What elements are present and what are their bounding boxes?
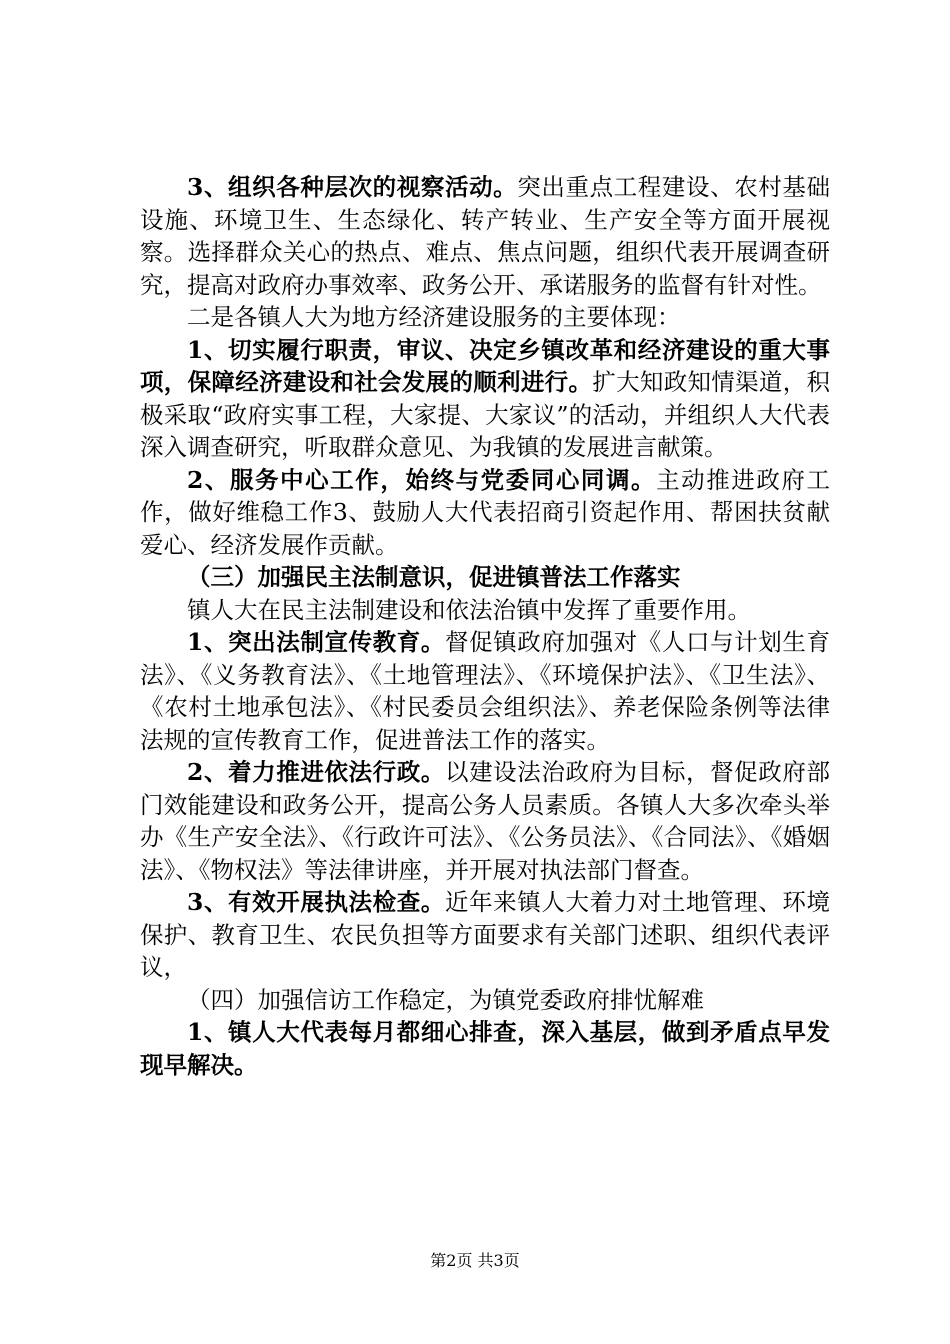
paragraph-lead: 3、有效开展执法检查。	[187, 888, 445, 916]
heading-section-four	[140, 984, 830, 1017]
heading-section-three	[140, 561, 830, 594]
paragraph-text: 以建设法治政府为目标，督促政府部门效能建设和政务公开，提高公务人员素质。各镇人大多次牵头举办《生产安全法》、《行政许可法》、《公务员法》、《合同法》、《婚姻法》、《物权法》等法律讲座，并开展对执法部门督查。	[140, 758, 830, 884]
paragraph-text: 突出重点工程建设、农村基础设施、环境卫生、生态绿化、转产转业、生产安全等方面开展视察。选择群众关心的热点、难点、焦点问题，组织代表开展调查研究，提高对政府办事效率、政务公开、承诺服务的监督有针对性。	[140, 173, 830, 299]
paragraph-rule-of-law	[140, 594, 830, 627]
paragraph-text: 镇人大在民主法制建设和依法治镇中发挥了重要作用。	[187, 595, 751, 624]
paragraph-lead: 2、着力推进依法行政。	[187, 758, 445, 786]
paragraph-center-work	[140, 464, 830, 562]
page-footer: 第2页 共3页	[430, 1251, 520, 1270]
document-body	[140, 171, 830, 1081]
paragraph-lead: （三）加强民主法制意识，促进镇普法工作落实	[187, 563, 681, 591]
paragraph-section-two	[140, 301, 830, 334]
paragraph-administration	[140, 756, 830, 886]
paragraph-text: 近年来镇人大着力对土地管理、环境保护、教育卫生、农民负担等方面要求有关部门述职、组织代表评议，	[140, 888, 830, 981]
paragraph-text: 主动推进政府工作，做好维稳工作3、鼓励人大代表招商引资起作用、帮困扶贫献爱心、经济发展作贡献。	[140, 465, 831, 559]
paragraph-text: （四）加强信访工作稳定，为镇党委政府排忧解难	[187, 985, 704, 1014]
paragraph-lead: 1、突出法制宣传教育。	[187, 628, 445, 656]
paragraph-text: 督促镇政府加强对《人口与计划生育法》、《义务教育法》、《土地管理法》、《环境保护法》、《卫生法》、《农村土地承包法》、《村民委员会组织法》、养老保险条例等法律法规的宣传教育工作，促进普法工作的落实。	[140, 628, 830, 754]
paragraph-lead: 3、组织各种层次的视察活动。	[187, 173, 518, 201]
paragraph-inspection	[140, 171, 830, 301]
paragraph-lead: 1、切实履行职责，审议、决定乡镇改革和经济建设的重大事项，保障经济建设和社会发展的顺利进行。	[140, 335, 830, 396]
paragraph-text: 二是各镇人大为地方经济建设服务的主要体现：	[187, 303, 681, 331]
paragraph-lead: 2、服务中心工作，始终与党委同心同调。	[187, 465, 657, 494]
paragraph-lead: 1、镇人大代表每月都细心排查，深入基层，做到矛盾点早发现早解决。	[140, 1018, 830, 1079]
paragraph-petition	[140, 1016, 830, 1081]
paragraph-text: 扩大知政知情渠道，积极采取“政府实事工程，大家提、大家议”的活动，并组织人大代表深入调查研究，听取群众意见、为我镇的发展进言献策。	[140, 368, 831, 461]
paragraph-duties	[140, 334, 830, 464]
paragraph-legal-education	[140, 626, 830, 756]
paragraph-law-inspection	[140, 886, 830, 984]
